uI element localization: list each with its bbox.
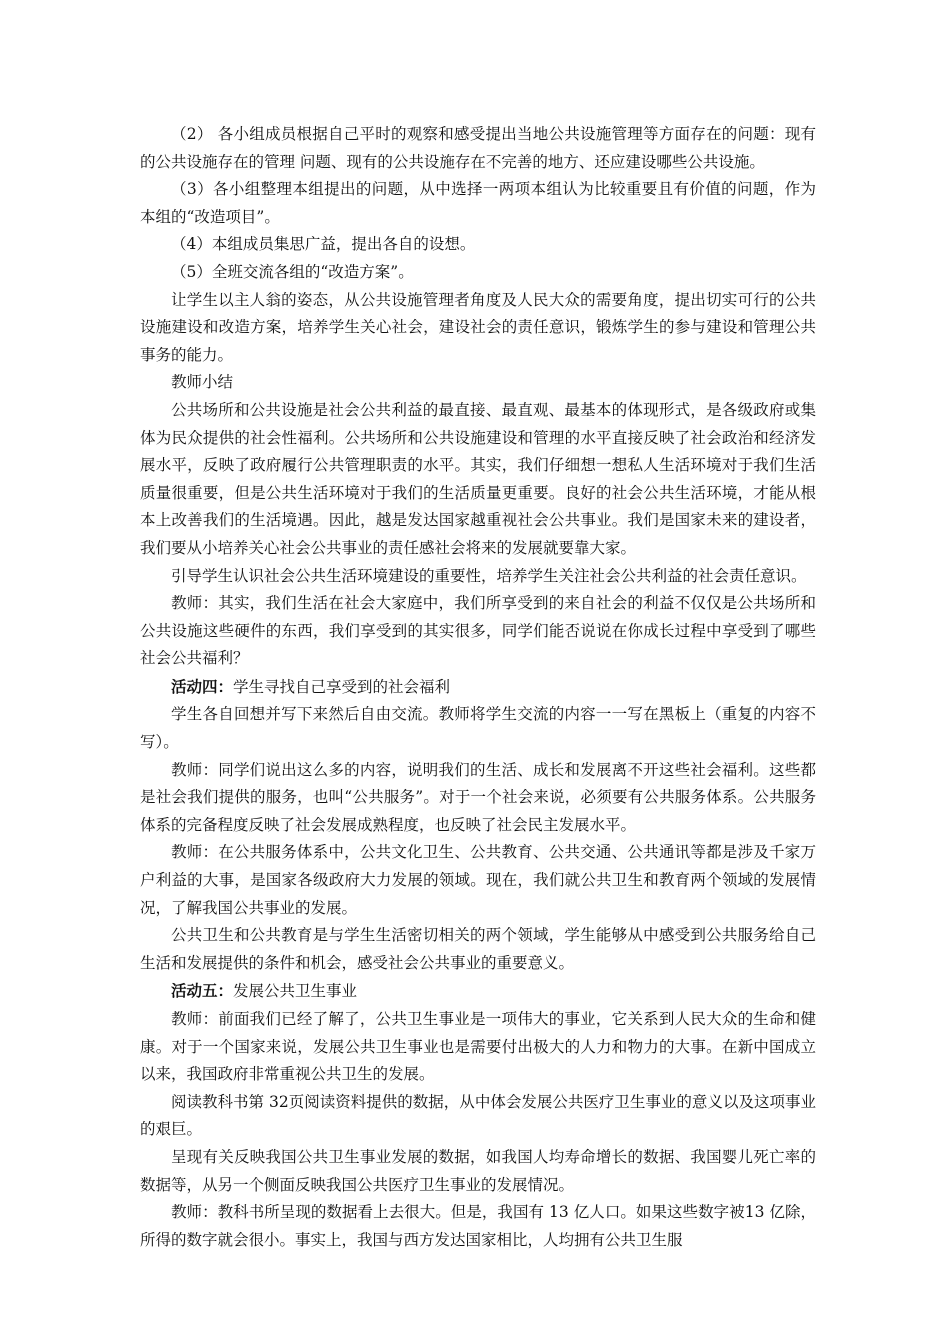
paragraph: 学生各自回想并写下来然后自由交流。教师将学生交流的内容一一写在黑板上（重复的内容不写）。 [140,705,816,752]
activity-five-heading [140,977,816,1006]
section-heading-teacher-summary: 教师小结 [171,373,234,392]
activity-four-label: 活动四： [171,676,234,696]
activity-four-title: 学生寻找自己享受到的社会福利 [233,677,451,696]
paragraph: 公共卫生和公共教育是与学生生活密切相关的两个领域，学生能够从中感受到公共服务给自己生活和发展提供的条件和机会，感受社会公共事业的重要意义。 [140,926,816,972]
paragraph: 阅读教科书第 32页阅读资料提供的数据，从中体会发展公共医疗卫生事业的意义以及这项事业的艰巨。 [140,1092,816,1139]
paragraph: 让学生以主人翁的姿态，从公共设施管理者角度及人民大众的需要角度，提出切实可行的公共设施建设和改造方案，培养学生关心社会，建设社会的责任意识，锻炼学生的参与建设和管理公共事务的能力。 [140,290,816,364]
paragraph: （2） 各小组成员根据自己平时的观察和感受提出当地公共设施管理等方面存在的问题：现有的公共设施存在的管理 问题、现有的公共设施存在不完善的地方、还应建设哪些公共设施。 [140,125,816,171]
paragraph: 教师：其实，我们生活在社会大家庭中，我们所享受到的来自社会的利益不仅仅是公共场所和公共设施这些硬件的东西，我们享受到的其实很多，同学们能否说说在你成长过程中享受到了哪些社会公共福利？ [140,594,816,668]
paragraph: 呈现有关反映我国公共卫生事业发展的数据，如我国人均寿命增长的数据、我国婴儿死亡率的数据等，从另一个侧面反映我国公共医疗卫生事业的发展情况。 [140,1147,816,1194]
activity-four-heading [140,673,816,702]
paragraph: 教师：同学们说出这么多的内容，说明我们的生活、成长和发展离不开这些社会福利。这些都是社会我们提供的服务，也叫“公共服务”。对于一个社会来说，必须要有公共服务体系。公共服务体系的完备程度反映了社会发展成熟程度，也反映了社会民主发展水平。 [140,760,816,834]
paragraph: 教师：前面我们已经了解了，公共卫生事业是一项伟大的事业，它关系到人民大众的生命和健康。对于一个国家来说，发展公共卫生事业也是需要付出极大的人力和物力的大事。在新中国成立以来，我国政府非常重视公共卫生的发展。 [140,1010,816,1084]
paragraph: （4）本组成员集思广益，提出各自的设想。 [171,235,476,254]
activity-five-label: 活动五： [171,981,234,1001]
paragraph: （3）各小组整理本组提出的问题，从中选择一两项本组认为比较重要且有价值的问题，作为本组的“改造项目”。 [140,180,816,226]
activity-five-title: 发展公共卫生事业 [233,982,358,1001]
paragraph: 教师：在公共服务体系中，公共文化卫生、公共教育、公共交通、公共通讯等都是涉及千家万户利益的大事，是国家各级政府大力发展的领域。现在，我们就公共卫生和教育两个领域的发展情况，了解我国公共事业的发展。 [140,843,816,917]
paragraph: 引导学生认识社会公共生活环境建设的重要性，培养学生关注社会公共利益的社会责任意识。 [171,566,807,585]
document-body [140,121,816,1254]
paragraph: 教师：教科书所呈现的数据看上去很大。但是，我国有 13 亿人口。如果这些数字被13 亿除，所得的数字就会很小。事实上，我国与西方发达国家相比，人均拥有公共卫生服 [140,1203,816,1249]
paragraph: 公共场所和公共设施是社会公共利益的最直接、最直观、最基本的体现形式，是各级政府或集体为民众提供的社会性福利。公共场所和公共设施建设和管理的水平直接反映了社会政治和经济发展水平，反映了政府履行公共管理职责的水平。其实，我们仔细想一想私人生活环境对于我们生活质量很重要，但是公共生活环境对于我们的生活质量更重要。良好的社会公共生活环境，才能从根本上改善我们的生活境遇。因此，越是发达国家越重视社会公共事业。我们是国家未来的建设者，我们要从小培养关心社会公共事业的责任感社会将来的发展就要靠大家。 [140,400,816,557]
paragraph: （5）全班交流各组的“改造方案”。 [171,262,414,281]
